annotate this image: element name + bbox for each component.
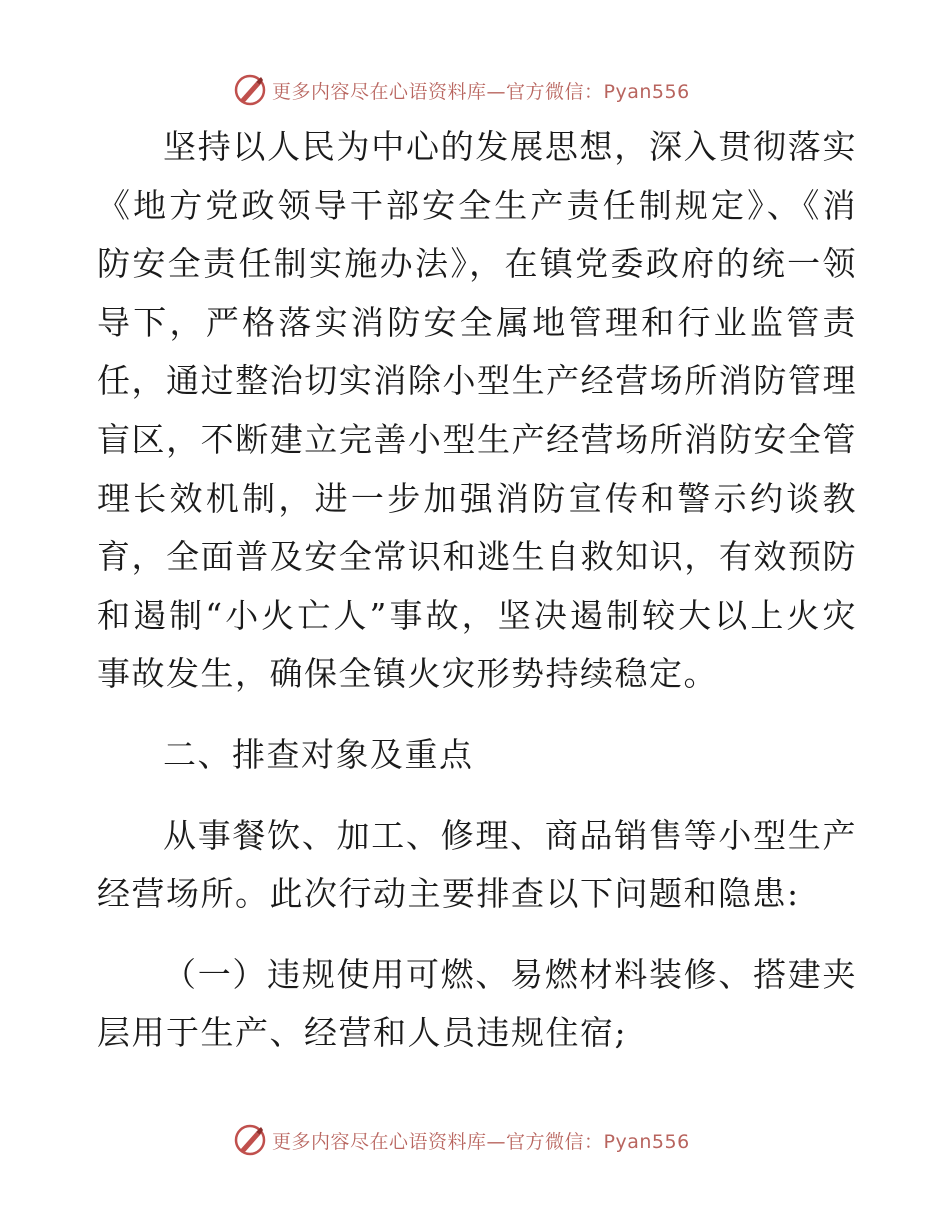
footer-watermark [232,1120,690,1160]
paragraph-intro: 坚持以人民为中心的发展思想，深入贯彻落实《地方党政领导干部安全生产责任制规定》、《消防安全责任制实施办法》，在镇党委政府的统一领导下，严格落实消防安全属地管理和行业监管责任，通过整治切实消除小型生产经营场所消防管理盲区，不断建立完善小型生产经营场所消防安全管理长效机制，进一步加强消防宣传和警示约谈教育，全面普及安全常识和逃生自救知识，有效预防和遏制“小火亡人”事故，坚决遏制较大以上火灾事故发生，确保全镇火灾形势持续稳定。 [97,127,857,694]
document-body [97,118,857,1063]
watermark-text: 更多内容尽在心语资料库—官方微信：Pyan556 [272,1130,690,1153]
pen-circle-logo-icon [232,1122,268,1158]
section-heading: 二、排查对象及重点 [163,734,474,774]
paragraph-scope: 从事餐饮、加工、修理、商品销售等小型生产经营场所。此次行动主要排查以下问题和隐患: [97,815,857,914]
watermark-text: 更多内容尽在心语资料库—官方微信：Pyan556 [272,80,690,103]
pen-circle-logo-icon [232,72,268,108]
paragraph-item-1: （一）违规使用可燃、易燃材料装修、搭建夹层用于生产、经营和人员违规住宿; [97,954,857,1053]
header-watermark [232,70,690,110]
